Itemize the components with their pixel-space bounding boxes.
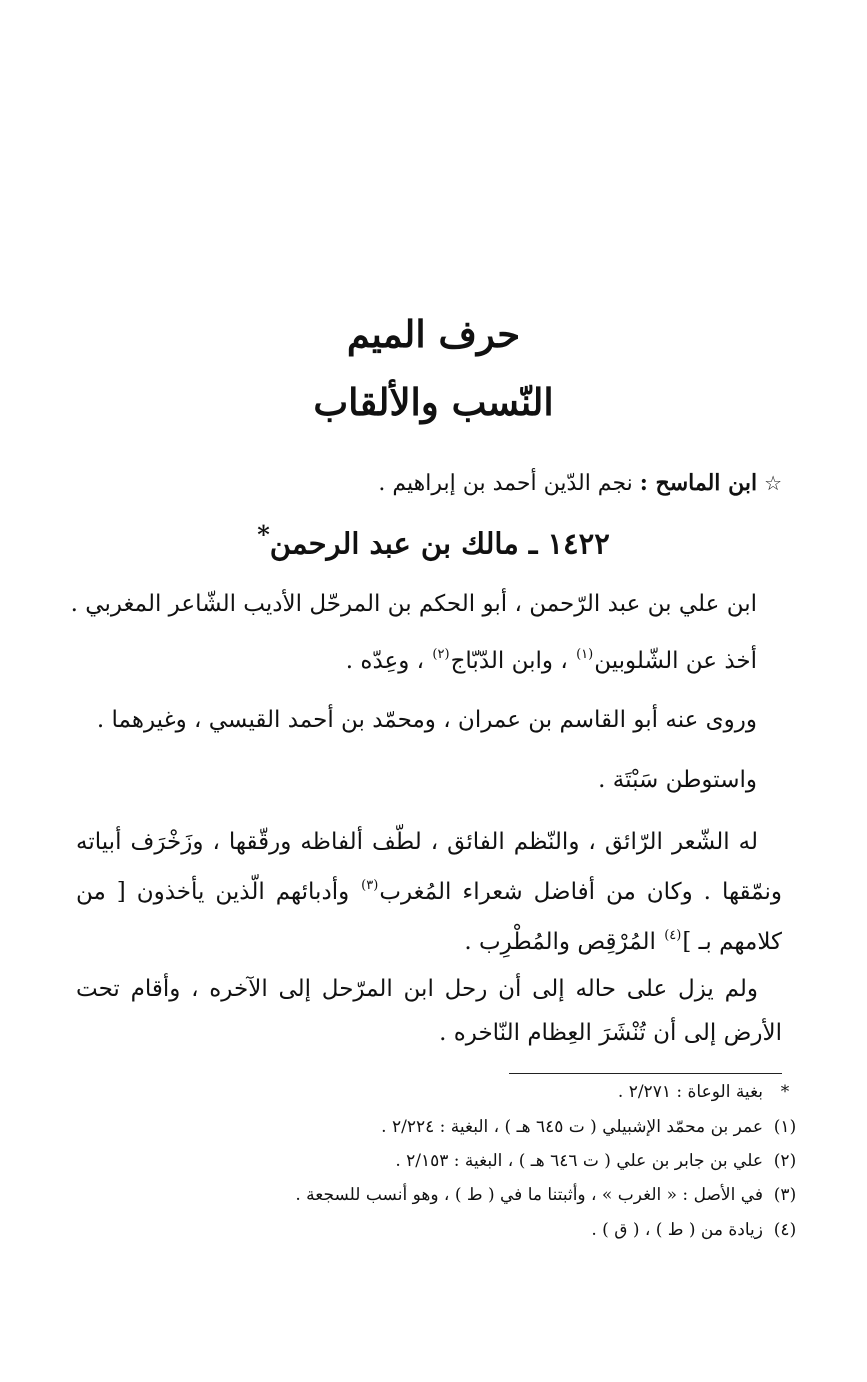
cross-reference xyxy=(378,470,782,496)
footnote-ref-4[interactable]: (٤) xyxy=(664,928,682,943)
body-line-3: وروى عنه أبو القاسم بن عمران ، ومحمّد بن أحمد القيسي ، وغيرهما . xyxy=(96,707,757,733)
body-line-1: ابن علي بن عبد الرّحمن ، أبو الحكم بن المرحّل الأديب الشّاعر المغربي . xyxy=(70,591,757,617)
footnote-divider xyxy=(509,1073,782,1074)
footnote-mark: (٣) xyxy=(773,1185,797,1205)
footnote-item xyxy=(381,1117,807,1137)
body-line-2-part-1: أخذ عن الشّلوبين xyxy=(594,648,757,674)
footnote-mark: (٤) xyxy=(773,1220,797,1240)
paragraph-1-part-2: وأدبائهم الّذين يأخذون [ من كلامهم بـ ] xyxy=(76,879,782,955)
footnote-ref-2[interactable]: (٢) xyxy=(432,647,450,662)
footnote-item xyxy=(295,1185,807,1205)
footnote-text: زيادة من ( ط ) ، ( ق ) . xyxy=(591,1220,763,1240)
footnote-mark: (١) xyxy=(773,1117,797,1137)
paragraph-1-part-1: له الشّعر الرّائق ، والنّظم الفائق ، لطّف ألفاظه ورقّقها ، وزَخْرَف أبياته ونمّقها . وكان من أفاضل شعراء المُغرب xyxy=(76,829,782,905)
cross-reference-target: نجم الدّين أحمد بن إبراهيم . xyxy=(378,471,633,496)
body-line-2-part-3: ، وعِدّه . xyxy=(345,648,432,674)
footnote-text: بغية الوعاة : ٢/٢٧١ . xyxy=(617,1082,763,1102)
footnote-text: في الأصل : « الغرب » ، وأثبتنا ما في ( ط ) ، وهو أنسب للسجعة . xyxy=(295,1185,763,1205)
footnote-text: عمر بن محمّد الإشبيلي ( ت ٦٤٥ هـ ) ، البغية : ٢/٢٢٤ . xyxy=(381,1117,763,1137)
cross-reference-name: ابن الماسح : xyxy=(639,470,758,496)
footnote-item xyxy=(591,1220,807,1240)
footnote-mark: (٢) xyxy=(773,1151,797,1171)
entry-title-text: ١٤٢٢ ـ مالك بن عبد الرحمن xyxy=(269,526,610,561)
footnote-text: علي بن جابر بن علي ( ت ٦٤٦ هـ ) ، البغية : ٢/١٥٣ . xyxy=(395,1151,763,1171)
paragraph-1-part-3: المُرْقِص والمُطْرِب . xyxy=(464,929,664,955)
footnote-item xyxy=(618,1082,807,1102)
entry-title xyxy=(0,520,867,561)
entry-asterisk: * xyxy=(257,520,270,549)
footnote-ref-3[interactable]: (٣) xyxy=(361,878,379,893)
footnote-mark: * xyxy=(780,1082,790,1102)
paragraph-2: ولم يزل على حاله إلى أن رحل ابن المرّحل إلى الآخره ، وأقام تحت الأرض إلى أن تُنْشَرَ العِظام النّاخره . xyxy=(76,976,782,1046)
body-line-2-part-2: ، وابن الدّبّاج xyxy=(450,648,576,674)
body-line-2 xyxy=(346,647,757,674)
star-icon: ☆ xyxy=(764,471,782,495)
section-heading: النّسب والألقاب xyxy=(313,380,554,424)
paragraph-1 xyxy=(76,820,782,964)
chapter-heading: حرف الميم xyxy=(346,312,521,356)
body-line-4: واستوطن سَبْتَة . xyxy=(598,767,757,793)
footnote-ref-1[interactable]: (١) xyxy=(576,647,594,662)
footnote-item xyxy=(395,1151,807,1171)
